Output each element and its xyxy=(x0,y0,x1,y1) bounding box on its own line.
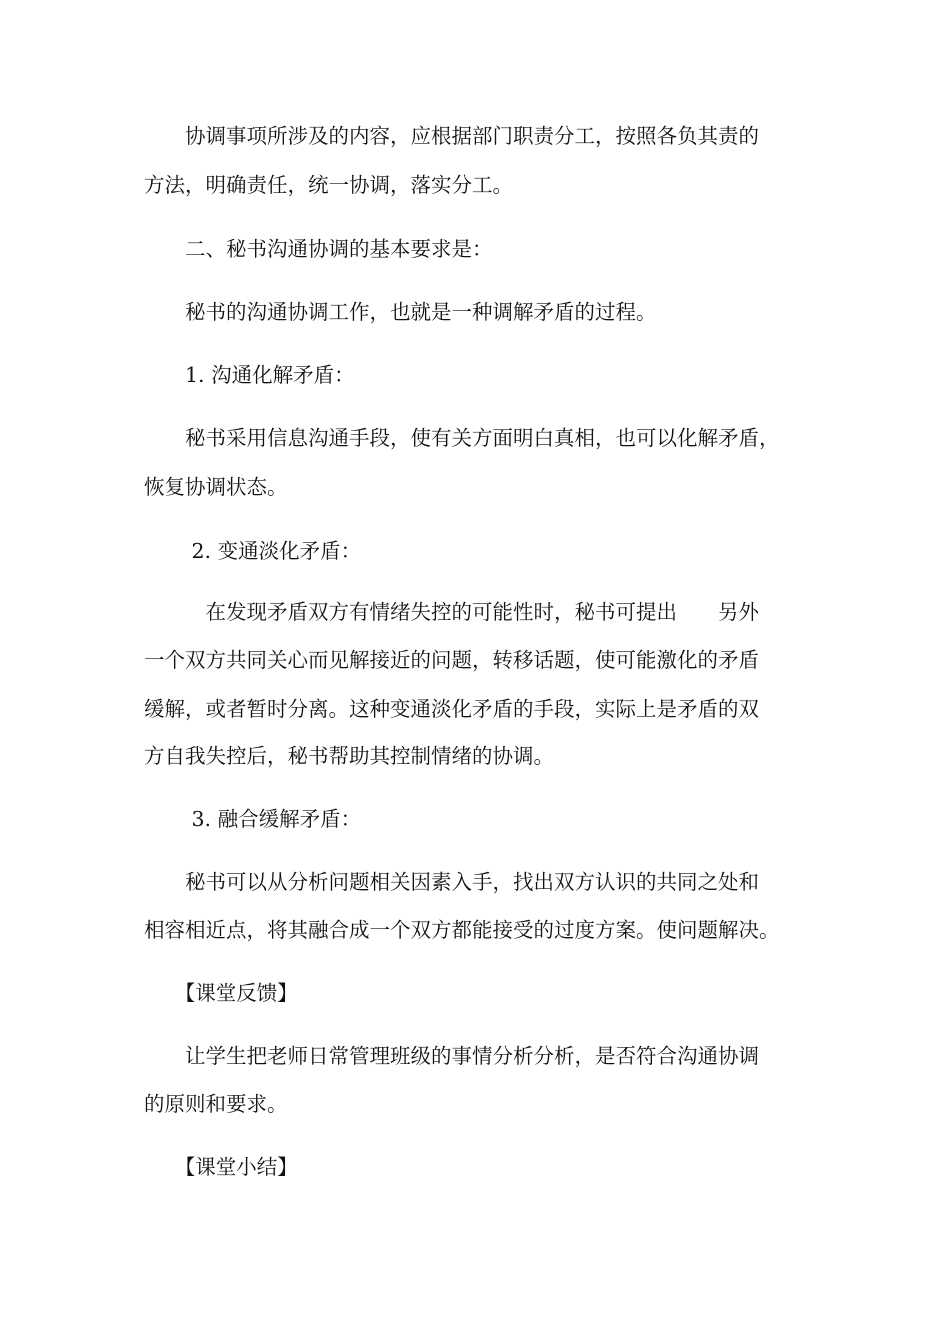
list-heading: 3. 融合缓解矛盾： xyxy=(144,807,362,831)
section-heading: 【课堂反馈】 xyxy=(144,981,298,1005)
section-heading: 二、秘书沟通协调的基本要求是： xyxy=(144,237,493,261)
text-line: 相容相近点，将其融合成一个双方都能接受的过度方案。使问题解决。 xyxy=(144,918,780,942)
text-line: 方法，明确责任，统一协调，落实分工。 xyxy=(144,173,513,197)
text-line: 恢复协调状态。 xyxy=(144,475,288,499)
text-line: 缓解，或者暂时分离。这种变通淡化矛盾的手段，实际上是矛盾的双 xyxy=(144,697,759,721)
text-line: 协调事项所涉及的内容，应根据部门职责分工，按照各负其责的 xyxy=(144,124,759,148)
text-line: 方自我失控后，秘书帮助其控制情绪的协调。 xyxy=(144,744,554,768)
text-line: 一个双方共同关心而见解接近的问题，转移话题，使可能激化的矛盾 xyxy=(144,648,759,672)
section-heading: 【课堂小结】 xyxy=(144,1155,298,1179)
list-heading: 1. 沟通化解矛盾： xyxy=(144,363,355,387)
text-line: 秘书的沟通协调工作，也就是一种调解矛盾的过程。 xyxy=(144,300,657,324)
text-line: 秘书可以从分析问题相关因素入手，找出双方认识的共同之处和 xyxy=(144,870,759,894)
text-line: 的原则和要求。 xyxy=(144,1092,288,1116)
text-line: 秘书采用信息沟通手段，使有关方面明白真相，也可以化解矛盾， xyxy=(144,426,780,450)
list-heading: 2. 变通淡化矛盾： xyxy=(144,539,362,563)
text-line: 在发现矛盾双方有情绪失控的可能性时，秘书可提出 另外 xyxy=(144,600,759,624)
text-line: 让学生把老师日常管理班级的事情分析分析，是否符合沟通协调 xyxy=(144,1044,759,1068)
